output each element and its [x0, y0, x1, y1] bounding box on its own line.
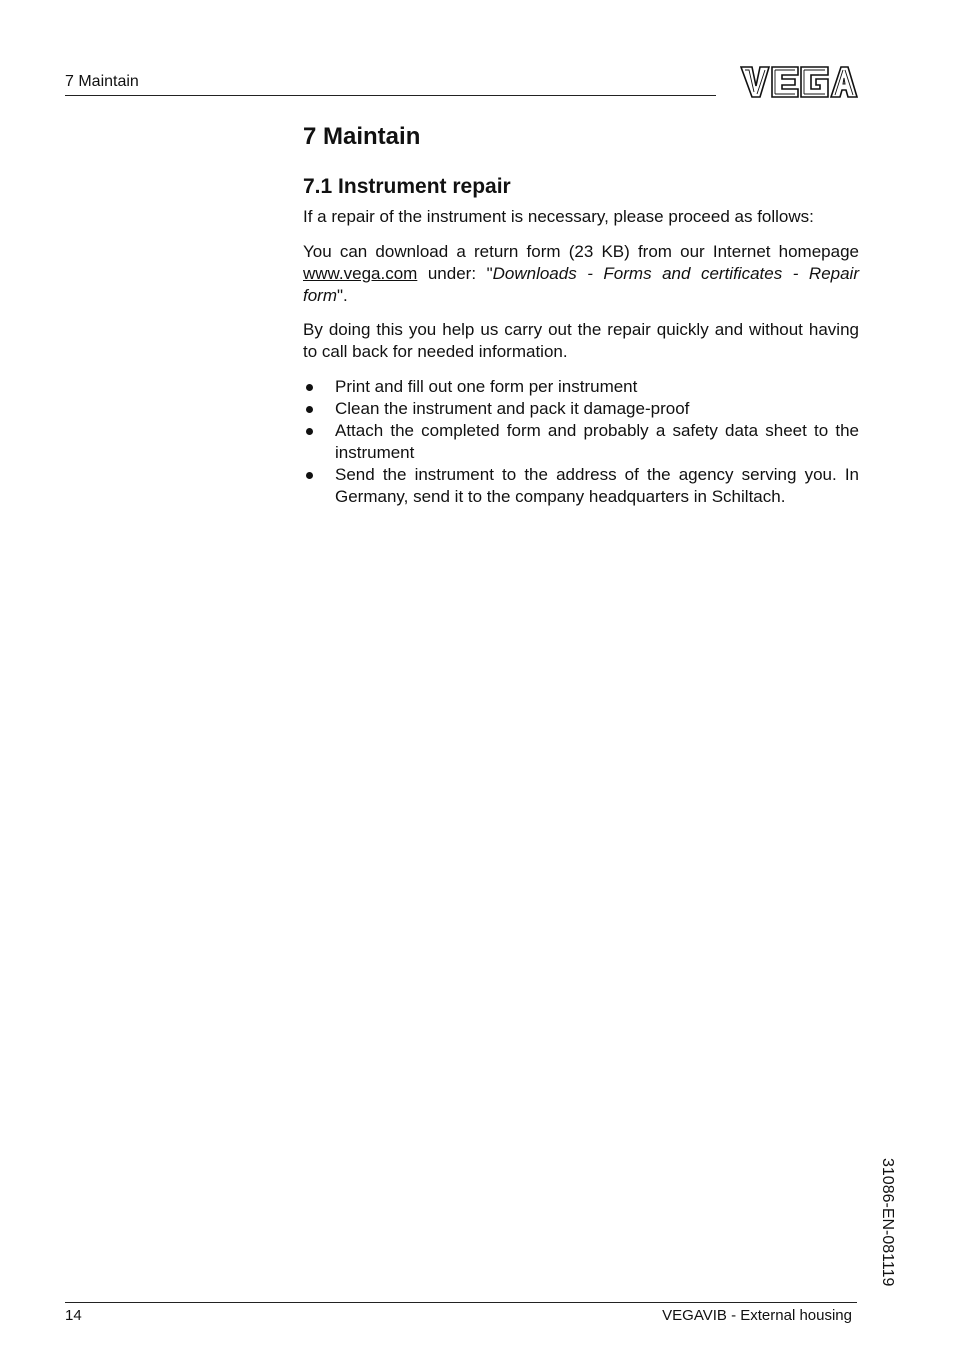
footer-product-name: VEGAVIB - External housing — [662, 1307, 852, 1324]
vega-logo — [740, 64, 858, 100]
section-title: 7.1 Instrument repair — [303, 175, 511, 198]
header-divider — [65, 95, 716, 96]
repair-steps-list — [303, 376, 859, 508]
page-number: 14 — [65, 1307, 82, 1324]
bullet-icon — [306, 428, 313, 435]
bullet-icon — [306, 384, 313, 391]
bullet-icon — [306, 406, 313, 413]
download-paragraph — [303, 241, 859, 307]
footer-divider — [65, 1302, 857, 1303]
intro-paragraph: If a repair of the instrument is necessary, please proceed as follows: — [303, 207, 814, 226]
list-item-text: Attach the completed form and probably a safety data sheet to the instrument — [335, 421, 859, 462]
list-item — [303, 376, 859, 398]
page-content — [303, 120, 859, 508]
download-text-prefix: You can download a return form (23 KB) from our Internet homepage — [303, 242, 859, 261]
list-item-text: Send the instrument to the address of the agency serving you. In Germany, send it to the company headquarters in Schiltach. — [335, 465, 859, 506]
list-item — [303, 464, 859, 508]
bullet-icon — [306, 472, 313, 479]
list-item-text: Clean the instrument and pack it damage-proof — [335, 399, 690, 418]
list-item-text: Print and fill out one form per instrument — [335, 377, 638, 396]
list-item — [303, 420, 859, 464]
vega-website-link[interactable]: www.vega.com — [303, 264, 418, 283]
svg-text:VEGA: VEGA — [740, 64, 743, 65]
document-id: 31086-EN-081119 — [879, 1158, 896, 1287]
chapter-title: 7 Maintain — [303, 123, 421, 150]
download-path: Downloads - Forms and certificates - Repair form — [303, 264, 859, 305]
download-text-suffix: ". — [337, 286, 348, 305]
list-item — [303, 398, 859, 420]
purpose-paragraph: By doing this you help us carry out the repair quickly and without having to call back for needed information. — [303, 320, 859, 361]
running-header: 7 Maintain — [65, 73, 139, 90]
download-text-mid: under: " — [417, 264, 493, 283]
